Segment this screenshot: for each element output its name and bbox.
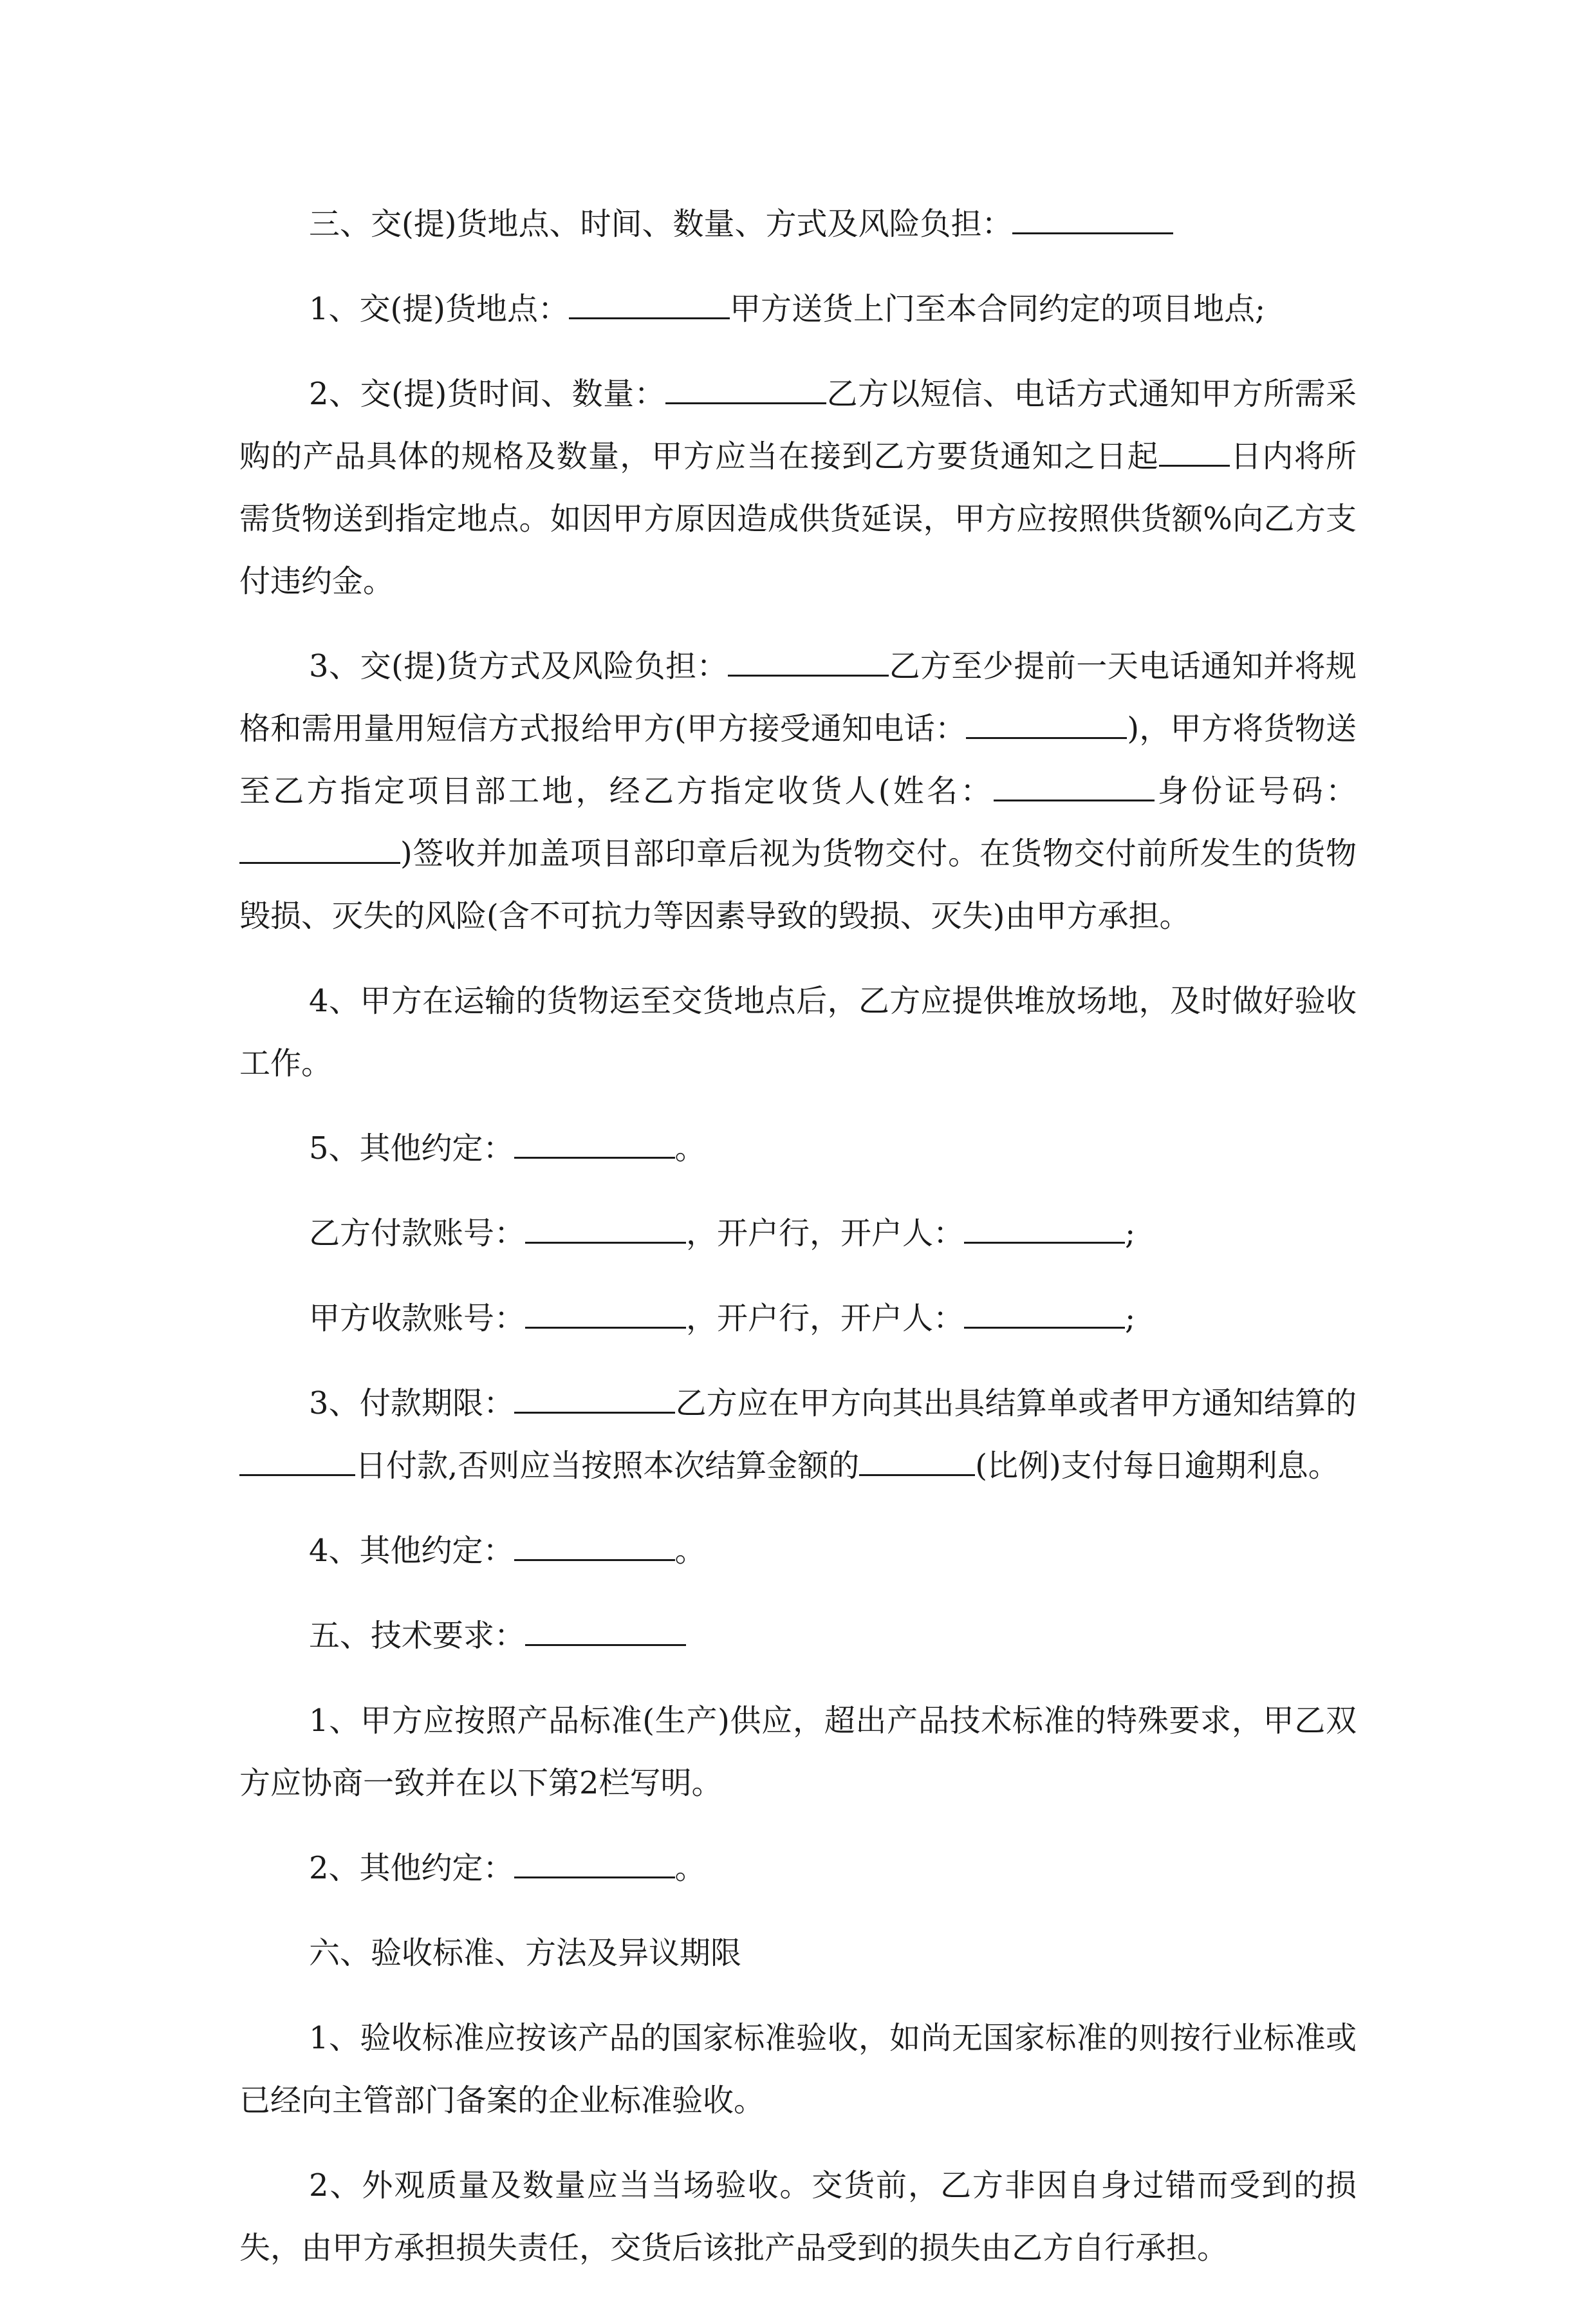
paragraph-text: 六、验收标准、方法及异议期限 — [309, 1935, 742, 1971]
paragraph-text: 3、付款期限： — [309, 1385, 515, 1421]
paragraph-text: 。 — [674, 1850, 706, 1886]
fill-in-blank[interactable] — [966, 731, 1127, 739]
fill-in-blank[interactable] — [514, 1150, 675, 1159]
paragraph-p5 — [239, 970, 1357, 1095]
paragraph-p11 — [239, 1605, 1357, 1667]
paragraph-p14 — [239, 1922, 1357, 1985]
paragraph-text: 1、甲方应按照产品标准(生产)供应，超出产品技术标准的特殊要求，甲乙双方应协商一致并在以下第2栏写明。 — [239, 1703, 1357, 1801]
paragraph-text: 日付款,否则应当按照本次结算金额的 — [355, 1448, 860, 1484]
paragraph-p2 — [239, 278, 1357, 341]
paragraph-p3 — [239, 363, 1357, 613]
fill-in-blank[interactable] — [239, 1468, 355, 1476]
paragraph-text: 5、其他约定： — [309, 1130, 514, 1166]
paragraph-text: ; — [1125, 1215, 1136, 1251]
paragraph-p16 — [239, 2155, 1357, 2279]
fill-in-blank[interactable] — [514, 1870, 675, 1878]
paragraph-text: 1、验收标准应按该产品的国家标准验收，如尚无国家标准的则按行业标准或已经向主管部门备案的企业标准验收。 — [239, 2020, 1357, 2119]
paragraph-p8 — [239, 1287, 1357, 1350]
paragraph-text: 甲方送货上门至本合同约定的项目地点; — [730, 291, 1266, 327]
fill-in-blank[interactable] — [239, 856, 400, 864]
fill-in-blank[interactable] — [514, 1553, 675, 1561]
paragraph-text: 2、交(提)货时间、数量： — [309, 376, 666, 412]
paragraph-text: 3、交(提)货方式及风险负担： — [309, 648, 728, 684]
paragraph-p15 — [239, 2007, 1357, 2132]
paragraph-text: 4、甲方在运输的货物运至交货地点后，乙方应提供堆放场地，及时做好验收工作。 — [239, 983, 1357, 1081]
paragraph-text: 日内将所需货物送到指定地点。如因甲方原因造成供货延误，甲方应按照供货额%向乙方支付违约金。 — [239, 438, 1357, 599]
fill-in-blank[interactable] — [859, 1468, 975, 1476]
paragraph-text: (比例)支付每日逾期利息。 — [975, 1448, 1339, 1484]
fill-in-blank[interactable] — [964, 1235, 1125, 1244]
paragraph-p1 — [239, 193, 1357, 256]
fill-in-blank[interactable] — [569, 311, 730, 319]
fill-in-blank[interactable] — [1012, 226, 1173, 234]
paragraph-text: 乙方应在甲方向其出具结算单或者甲方通知结算的 — [675, 1385, 1357, 1421]
paragraph-p4 — [239, 635, 1357, 948]
fill-in-blank[interactable] — [728, 668, 889, 677]
paragraph-text: 2、外观质量及数量应当当场验收。交货前，乙方非因自身过错而受到的损失，由甲方承担损失责任，交货后该批产品受到的损失由乙方自行承担。 — [239, 2167, 1357, 2266]
paragraph-p9 — [239, 1372, 1357, 1497]
paragraph-text: 乙方付款账号： — [309, 1215, 526, 1251]
paragraph-text: ，开户行，开户人： — [686, 1300, 965, 1336]
paragraph-text: 五、技术要求： — [309, 1618, 526, 1654]
paragraph-text: 甲方收款账号： — [309, 1300, 526, 1336]
paragraph-text: )，甲方将货物送至乙方指定项目部工地，经乙方指定收货人(姓名： — [239, 711, 1357, 809]
fill-in-blank[interactable] — [994, 793, 1155, 801]
paragraph-text: 1、交(提)货地点： — [309, 291, 569, 327]
paragraph-text: 4、其他约定： — [309, 1533, 514, 1569]
paragraph-text: 三、交(提)货地点、时间、数量、方式及风险负担： — [309, 206, 1013, 242]
fill-in-blank[interactable] — [665, 396, 826, 404]
fill-in-blank[interactable] — [514, 1405, 675, 1414]
paragraph-text: 2、其他约定： — [309, 1850, 514, 1886]
paragraph-p13 — [239, 1837, 1357, 1900]
paragraph-p6 — [239, 1118, 1357, 1180]
fill-in-blank[interactable] — [1159, 458, 1230, 467]
fill-in-blank[interactable] — [525, 1320, 686, 1329]
paragraph-text: )签收并加盖项目部印章后视为货物交付。在货物交付前所发生的货物毁损、灭失的风险(含不可抗力等因素导致的毁损、灭失)由甲方承担。 — [239, 836, 1357, 934]
paragraph-p12 — [239, 1690, 1357, 1815]
fill-in-blank[interactable] — [525, 1235, 686, 1244]
paragraph-text: ; — [1125, 1300, 1136, 1336]
paragraph-p7 — [239, 1202, 1357, 1265]
document-page — [239, 193, 1357, 2302]
fill-in-blank[interactable] — [964, 1320, 1125, 1329]
paragraph-text: 乙方以短信、电话方式通知甲方所需采购的产品具体的规格及数量，甲方应当在接到乙方要货通知之日起 — [239, 376, 1357, 474]
paragraph-p10 — [239, 1520, 1357, 1582]
paragraph-text: 身份证号码： — [1155, 773, 1357, 809]
paragraph-text: ，开户行，开户人： — [686, 1215, 965, 1251]
paragraph-text: 乙方至少提前一天电话通知并将规格和需用量用短信方式报给甲方(甲方接受通知电话： — [239, 648, 1357, 747]
paragraph-text: 。 — [674, 1533, 706, 1569]
fill-in-blank[interactable] — [525, 1638, 686, 1646]
paragraph-text: 。 — [674, 1130, 706, 1166]
